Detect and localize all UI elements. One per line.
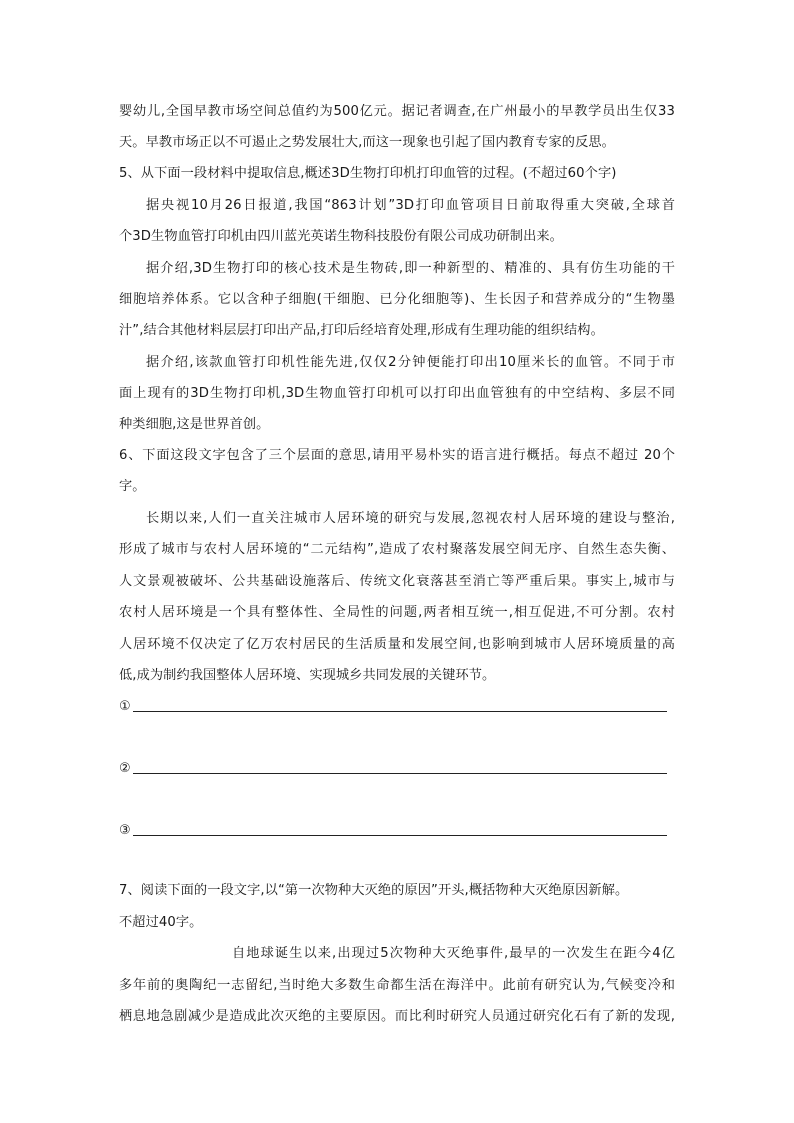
q5-paragraph-2-line-2: 细胞培养体系。它以含种子细胞(干细胞、已分化细胞等)、生长因子和营养成分的“生物墨: [119, 292, 675, 307]
answer-blank-2[interactable]: [119, 759, 667, 777]
q7-passage-line-1: 自地球诞生以来,出现过5次物种大灭绝事件,最早的一次发生在距今4亿: [232, 946, 675, 961]
q7-passage-line-2: 多年前的奥陶纪一志留纪,当时绝大多数生命都生活在海洋中。此前有研究认为,气候变冷和: [119, 978, 675, 993]
answer-blank-1[interactable]: [119, 697, 667, 715]
q5-paragraph-3-line-3: 种类细胞,这是世界首创。: [119, 417, 270, 432]
q6-passage-line-3: 人文景观被破坏、公共基础设施落后、传统文化衰落甚至消亡等严重后果。事实上,城市与: [119, 574, 675, 589]
q6-passage-line-6: 低,成为制约我国整体人居环境、实现城乡共同发展的关键环节。: [119, 668, 496, 683]
q5-paragraph-1-line-2: 个3D生物血管打印机由四川蓝光英诺生物科技股份有限公司成功研制出来。: [119, 229, 563, 244]
q6-passage-line-1: 长期以来,人们一直关注城市人居环境的研究与发展,忽视农村人居环境的建设与整治,: [146, 511, 675, 526]
q5-paragraph-1-line-1: 据央视10月26日报道,我国“863计划”3D打印血管项目日前取得重大突破,全球首: [146, 198, 675, 213]
answer-blank-3[interactable]: [119, 821, 667, 839]
q7-passage-line-3: 栖息地急剧减少是造成此次灭绝的主要原因。而比利时研究人员通过研究化石有了新的发现,: [119, 1009, 675, 1024]
q6-passage-line-4: 农村人居环境是一个具有整体性、全局性的问题,两者相互统一,相互促进,不可分割。农村: [119, 605, 675, 620]
answer-marker-1: ①: [119, 699, 131, 714]
answer-line-1: [133, 711, 667, 712]
intro-line-1: 婴幼儿,全国早教市场空间总值约为500亿元。据记者调查,在广州最小的早教学员出生仅33: [119, 104, 675, 119]
q5-paragraph-3-line-2: 面上现有的3D生物打印机,3D生物血管打印机可以打印出血管独有的中空结构、多层不同: [119, 386, 675, 401]
answer-line-3: [133, 835, 667, 836]
q6-passage-line-5: 人居环境不仅决定了亿万农村居民的生活质量和发展空间,也影响到城市人居环境质量的高: [119, 637, 675, 652]
q6-passage-line-2: 形成了城市与农村人居环境的“二元结构”,造成了农村聚落发展空间无序、自然生态失衡、: [119, 542, 675, 557]
q5-paragraph-3-line-1: 据介绍,该款血管打印机性能先进,仅仅2分钟便能打印出10厘米长的血管。不同于市: [146, 355, 675, 370]
q5-paragraph-2-line-3: 汁”,结合其他材料层层打印出产品,打印后经培育处理,形成有生理功能的组织结构。: [119, 323, 604, 338]
answer-marker-3: ③: [119, 823, 131, 838]
question-6-prompt-line-2: 字。: [119, 479, 146, 494]
answer-marker-2: ②: [119, 761, 131, 776]
question-6-prompt-line-1: 6、下面这段文字包含了三个层面的意思,请用平易朴实的语言进行概括。每点不超过 20个: [119, 448, 675, 463]
question-5-prompt: 5、从下面一段材料中提取信息,概述3D生物打印机打印血管的过程。(不超过60个字): [119, 166, 617, 181]
question-7-prompt-line-1: 7、阅读下面的一段文字,以“第一次物种大灭绝的原因”开头,概括物种大灭绝原因新解。: [119, 883, 629, 898]
intro-line-2: 天。早教市场正以不可遏止之势发展壮大,而这一现象也引起了国内教育专家的反思。: [119, 135, 615, 150]
question-7-prompt-line-2: 不超过40字。: [119, 915, 203, 930]
q5-paragraph-2-line-1: 据介绍,3D生物打印的核心技术是生物砖,即一种新型的、精准的、具有仿生功能的干: [146, 261, 675, 276]
answer-line-2: [133, 773, 667, 774]
